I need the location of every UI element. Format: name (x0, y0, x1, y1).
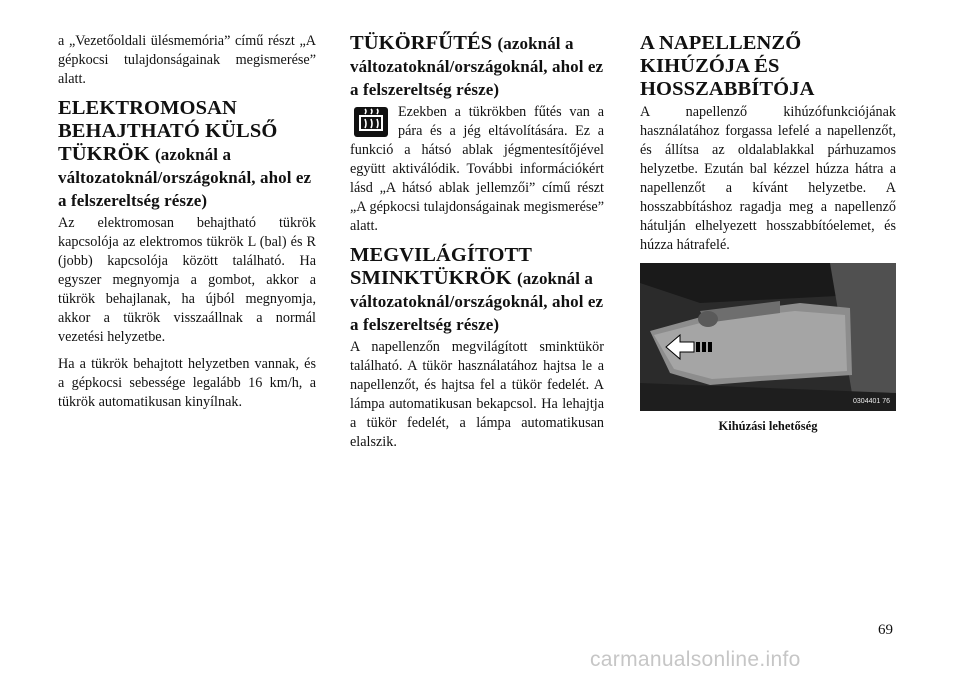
page-number: 69 (878, 622, 893, 638)
rear-defrost-icon (354, 107, 388, 137)
heading-sub: (azoknál a változatoknál/országoknál, ahol ez a felszereltség része) (350, 34, 604, 99)
heading-sub: (azoknál a változatoknál/országoknál, ahol ez a felszereltség része) (350, 269, 604, 334)
folding-mirrors-paragraph-1: Az elektromosan behajtható tükrök kapcsolója az elektromos tükrök L (bal) és R (jobb) kapcsolója között található. Ha egyszer megnyomja a gombot, akkor a tükrök behajlanak, ha újból megnyomja, akkor a tükrök visszaállnak a normál vezetési helyzetbe. (58, 215, 316, 345)
sun-visor-photo (640, 263, 896, 411)
heading-main: TÜKÖRFŰTÉS (350, 32, 493, 54)
column-right (640, 32, 896, 434)
sun-visor-paragraph: A napellenző kihúzófunkciójának használatához forgassa lefelé a napellenzőt, és állítsa az oldalablakkal párhuzamos helyzetbe. Ezután bal kézzel húzza hátra a napellenzőt a kívánt helyzetbe. A hosszabbításhoz ragadja meg a napellenző hátulján elhelyezett hosszabbítóelemet, és húzza hátrafelé. (640, 104, 896, 253)
watermark: carmanualsonline.info (590, 648, 801, 671)
heading-heated-mirrors (350, 32, 604, 101)
heading-power-folding-mirrors (58, 97, 316, 212)
heated-mirrors-block (350, 103, 604, 236)
column-middle (350, 32, 604, 460)
folding-mirrors-paragraph-2: Ha a tükrök behajtott helyzetben vannak, és a gépkocsi sebessége legalább 16 km/h, a tükrök automatikusan kinyílnak. (58, 356, 316, 410)
photo-caption: Kihúzási lehetőség (718, 419, 818, 433)
vanity-mirrors-paragraph: A napellenzőn megvilágított sminktükör található. A tükör használatához hajtsa le a napellenzőt, és hajtsa fel a tükör fedelét. A lámpa automatikusan bekapcsol. Ha lehajtja a tükör fedelét, a lámpa automatikusan elalszik. (350, 339, 604, 450)
heading-vanity-mirrors (350, 244, 604, 336)
heading-main: ELEKTROMOSAN BEHAJTHATÓ KÜLSŐ TÜKRÖK (58, 97, 278, 165)
column-left (58, 32, 316, 420)
heading-sun-visor-extension: A NAPELLENZŐ KIHÚZÓJA ÉS HOSSZABBÍTÓJA (640, 32, 815, 100)
heading-main: MEGVILÁGÍTOTT SMINKTÜKRÖK (350, 244, 532, 289)
intro-paragraph: a „Vezetőoldali ülésmemória” című részt „A gépkocsi tulajdonságainak megismerése” alatt. (58, 33, 316, 87)
heading-sub: (azoknál a változatoknál/országoknál, ahol ez a felszereltség része) (58, 145, 312, 210)
arrow-left-icon (664, 333, 714, 361)
photo-code: 0304401 76 (853, 398, 890, 405)
heated-mirrors-paragraph: Ezekben a tükrökben fűtés van a pára és a jég eltávolítására. Ez a funkció a hátsó ablak jégmentesítőjével együtt aktiválódik. További információkért lásd „A hátsó ablak jellemzői” című részt „A gépkocsi tulajdonságainak megismerése” alatt. (350, 104, 604, 234)
